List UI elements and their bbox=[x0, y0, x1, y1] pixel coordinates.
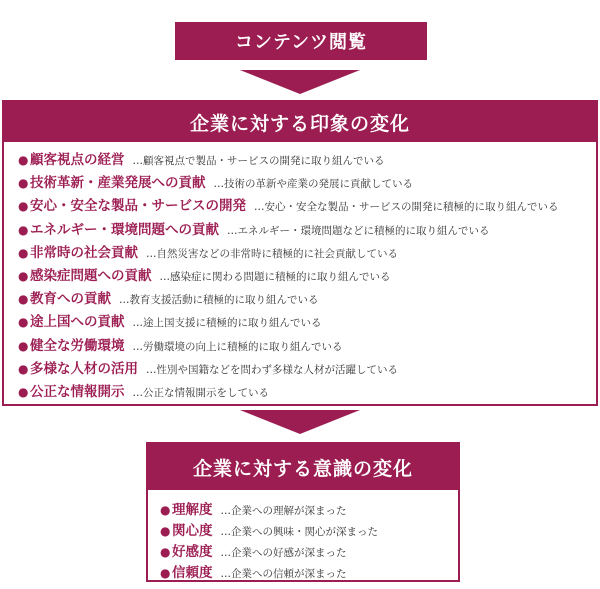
item-title: 非常時の社会貢献 bbox=[30, 244, 138, 261]
list-item bbox=[160, 519, 458, 540]
impression-change-box bbox=[2, 100, 598, 406]
header-title: コンテンツ閲覧 bbox=[234, 32, 368, 53]
item-title: 公正な情報開示 bbox=[30, 383, 125, 400]
bullet-icon: ● bbox=[160, 566, 171, 580]
bullet-icon: ● bbox=[18, 153, 29, 167]
item-description: …企業への信頼が深まった bbox=[220, 568, 347, 580]
bullet-icon: ● bbox=[18, 222, 29, 237]
item-description: …安心・安全な製品・サービスの開発に積極的に取り組んでいる bbox=[254, 201, 559, 214]
bullet-icon: ● bbox=[18, 176, 29, 191]
item-title: 教育への貢献 bbox=[30, 291, 111, 308]
list-item bbox=[18, 380, 596, 403]
awareness-change-box bbox=[146, 442, 460, 582]
item-description: …企業への興味・関心が深まった bbox=[220, 526, 378, 538]
impression-box-title: 企業に対する印象の変化 bbox=[4, 102, 596, 142]
item-description: …顧客視点で製品・サービスの開発に取り組んでいる bbox=[132, 155, 385, 167]
item-description: …企業への好感が深まった bbox=[220, 547, 347, 559]
list-item bbox=[18, 310, 596, 333]
list-item bbox=[160, 561, 458, 582]
list-item bbox=[18, 241, 596, 264]
list-item bbox=[160, 498, 458, 519]
item-title: 理解度 bbox=[172, 502, 213, 518]
item-title: 多様な人材の活用 bbox=[30, 360, 138, 377]
down-arrow-icon bbox=[240, 70, 360, 94]
item-title: エネルギー・環境問題への貢献 bbox=[30, 221, 219, 238]
item-description: …性別や国籍などを問わず多様な人材が活躍している bbox=[146, 363, 398, 376]
bullet-icon: ● bbox=[160, 545, 171, 559]
list-item bbox=[18, 264, 596, 287]
item-title: 安心・安全な製品・サービスの開発 bbox=[30, 198, 246, 215]
content-viewing-header bbox=[175, 22, 427, 60]
list-item bbox=[18, 334, 596, 357]
list-item bbox=[160, 540, 458, 561]
bullet-icon: ● bbox=[18, 338, 29, 353]
item-description: …企業への理解が深まった bbox=[220, 505, 347, 517]
item-title: 感染症問題への貢献 bbox=[30, 267, 152, 284]
bullet-icon: ● bbox=[160, 503, 171, 517]
awareness-box-title: 企業に対する意識の変化 bbox=[148, 444, 458, 490]
item-description: …途上国支援に積極的に取り組んでいる bbox=[132, 317, 322, 330]
bullet-icon: ● bbox=[160, 524, 171, 538]
bullet-icon: ● bbox=[18, 292, 29, 307]
list-item bbox=[18, 148, 596, 171]
item-description: …自然災害などの非常時に積極的に社会貢献している bbox=[146, 247, 398, 260]
item-description: …感染症に関わる問題に積極的に取り組んでいる bbox=[159, 270, 391, 283]
list-item bbox=[18, 287, 596, 310]
bullet-icon: ● bbox=[18, 245, 29, 260]
impression-item-list bbox=[4, 142, 596, 403]
down-arrow-icon bbox=[240, 410, 360, 434]
item-description: …教育支援活動に積極的に取り組んでいる bbox=[119, 294, 319, 307]
item-title: 途上国への貢献 bbox=[30, 314, 125, 331]
item-title: 好感度 bbox=[172, 544, 213, 560]
list-item bbox=[18, 194, 596, 217]
item-description: …労働環境の向上に積極的に取り組んでいる bbox=[132, 340, 343, 353]
bullet-icon: ● bbox=[18, 315, 29, 330]
item-description: …エネルギー・環境問題などに積極的に取り組んでいる bbox=[227, 224, 490, 237]
bullet-icon: ● bbox=[18, 384, 29, 399]
item-description: …公正な情報開示をしている bbox=[132, 386, 269, 399]
item-title: 顧客視点の経営 bbox=[30, 152, 125, 168]
list-item bbox=[18, 357, 596, 380]
bullet-icon: ● bbox=[18, 361, 29, 376]
item-title: 技術革新・産業発展への貢献 bbox=[30, 175, 206, 192]
list-item bbox=[18, 171, 596, 194]
item-title: 関心度 bbox=[172, 523, 213, 539]
awareness-item-list bbox=[148, 490, 458, 582]
list-item bbox=[18, 218, 596, 241]
item-title: 健全な労働環境 bbox=[30, 337, 125, 354]
bullet-icon: ● bbox=[18, 268, 29, 283]
item-description: …技術の革新や産業の発展に貢献している bbox=[213, 178, 413, 191]
bullet-icon: ● bbox=[18, 199, 29, 214]
item-title: 信頼度 bbox=[172, 565, 213, 581]
